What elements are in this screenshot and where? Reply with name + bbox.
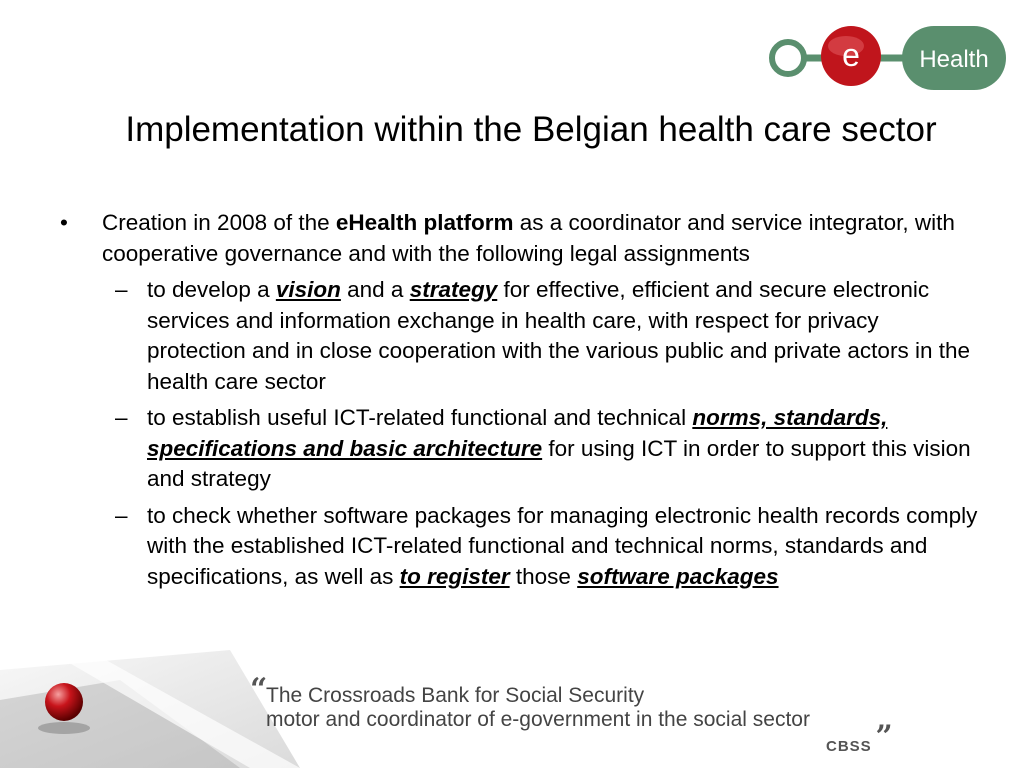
sub-text: those [509, 563, 578, 589]
dash-icon: – [115, 277, 128, 302]
sub-item-software [60, 501, 980, 593]
sub-text: to establish useful ICT-related functional and technical [147, 405, 693, 430]
open-quote-mark: “ [250, 672, 268, 707]
sub-text: and a [340, 277, 410, 302]
sub-text: to check whether software packages for managing electronic health records comply with the established ICT-related functional and technical norms, standards and specifications, as well as [147, 502, 978, 589]
sub-text: to develop a [147, 277, 276, 302]
ehealth-logo [762, 18, 1012, 98]
sub-item-vision [60, 275, 980, 397]
sub-item-norms [60, 403, 980, 495]
sub-text: for using ICT in order to support this vision and strategy [147, 435, 971, 491]
bullet-text-bold: eHealth platform [335, 210, 514, 235]
close-quote-mark: „ [876, 702, 894, 737]
sub-emphasis: norms, standards, specifications and basic architecture [147, 405, 888, 461]
bullet-dot-icon: • [60, 210, 68, 235]
bullet-text-pre: Creation in 2008 of the [102, 210, 336, 235]
bullet-item [60, 208, 980, 269]
cbss-logo-label: CBSS [826, 738, 872, 755]
bullet-text-post: as a coordinator and service integrator, with cooperative governance and with the following legal assignments [102, 210, 955, 266]
logo-mark: e [842, 37, 860, 73]
sub-emphasis: strategy [409, 277, 498, 302]
footer-line-1: The Crossroads Bank for Social Security [266, 684, 645, 707]
content-list [60, 208, 980, 592]
dash-icon: – [115, 502, 128, 528]
sub-text: for effective, efficient and secure electronic services and information exchange in health care, with respect for privacy protection and in close cooperation with the various public and private actors in the health care sector [147, 277, 970, 394]
footer-quote [250, 672, 906, 737]
dash-icon: – [115, 405, 128, 430]
sub-emphasis: vision [275, 277, 341, 302]
slide-title: Implementation within the Belgian health care sector [125, 110, 937, 149]
logo-text: Health [919, 46, 989, 73]
sub-emphasis: to register [399, 563, 510, 589]
footer-line-2: motor and coordinator of e-government in the social sector [266, 708, 810, 731]
sub-emphasis: software packages [577, 563, 779, 589]
